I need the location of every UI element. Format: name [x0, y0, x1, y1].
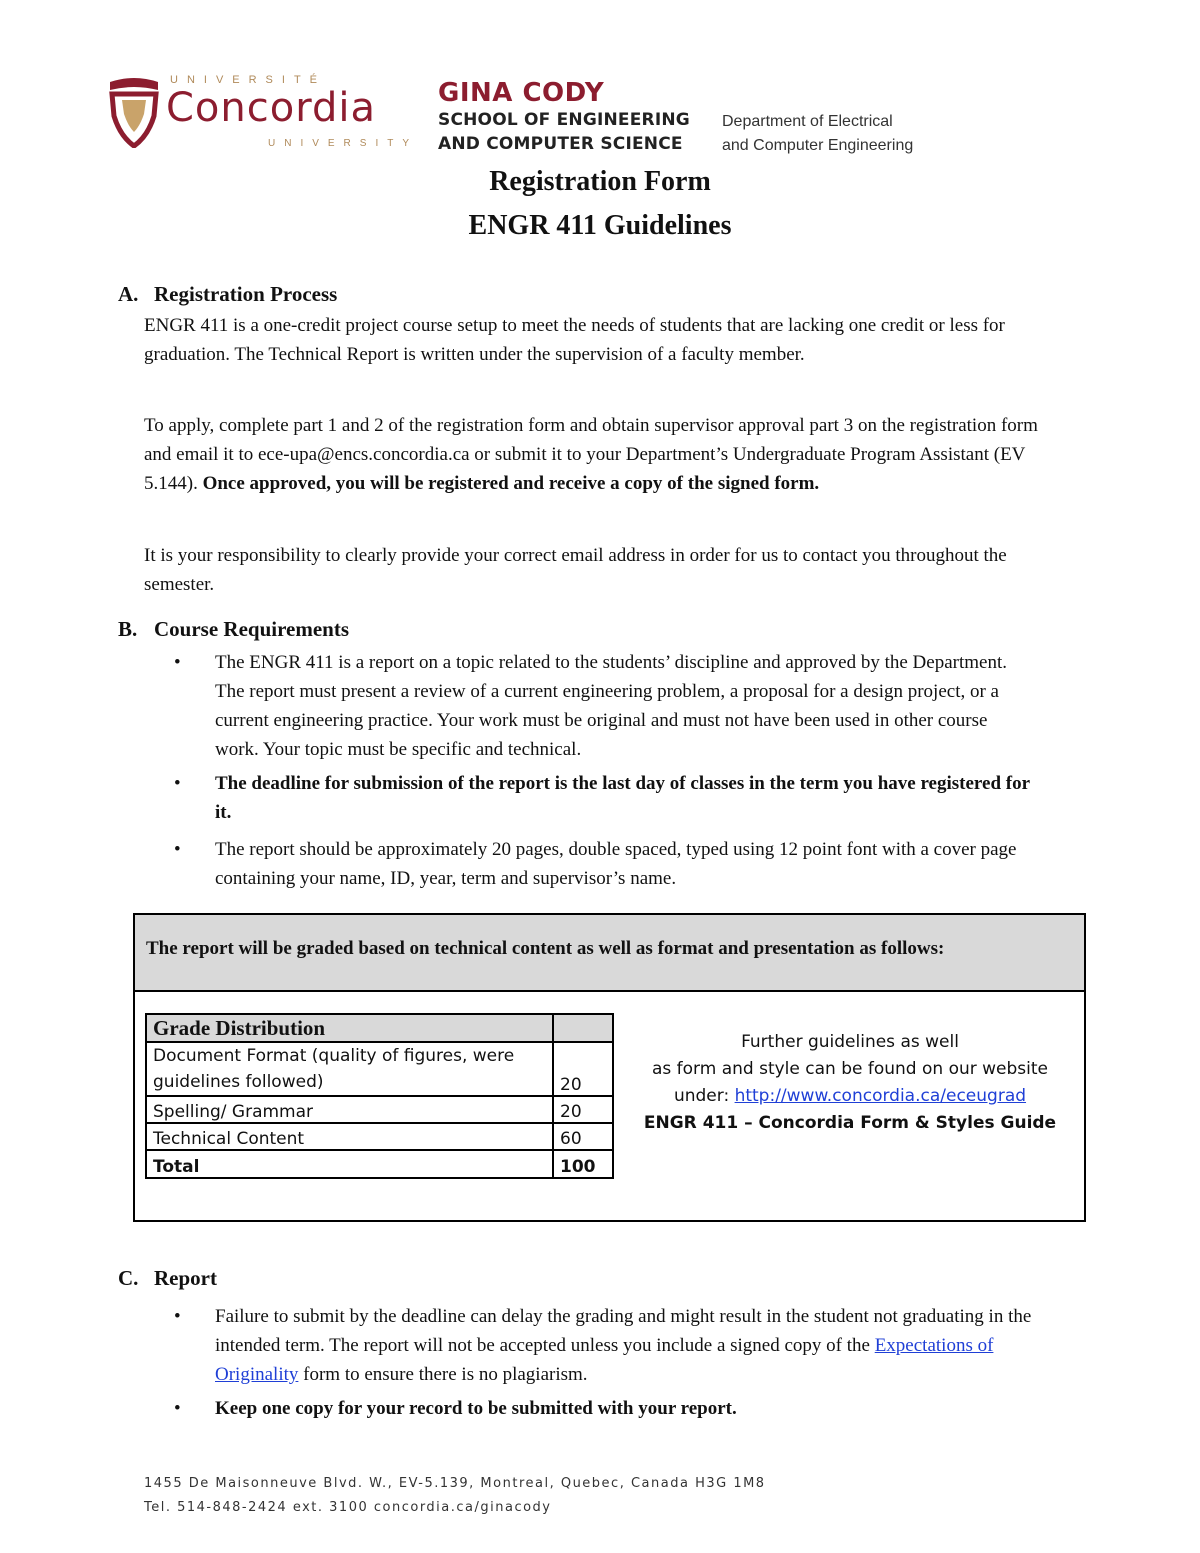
- grade-value-cell: 20: [553, 1042, 613, 1096]
- bullet-icon: •: [174, 652, 181, 673]
- section-c-letter: C.: [118, 1266, 139, 1290]
- section-a-heading: [118, 282, 337, 307]
- section-a-paragraph-2: [144, 411, 1054, 498]
- school-line-2: SCHOOL OF ENGINEERING: [438, 110, 690, 130]
- further-guidelines-line-2: as form and style can be found on our website: [651, 1059, 1048, 1079]
- section-a-paragraph-1: ENGR 411 is a one-credit project course setup to meet the needs of students that are lacking one credit or less for graduation. The Technical Report is written under the supervision of a faculty member.: [144, 315, 1005, 365]
- table-row: [146, 1096, 613, 1123]
- table-row: [146, 1042, 613, 1096]
- grade-label-cell: Spelling/ Grammar: [146, 1096, 553, 1123]
- page-subtitle: ENGR 411 Guidelines: [468, 210, 732, 241]
- section-b-heading: [118, 617, 349, 642]
- grade-label-cell: Document Format (quality of figures, were guidelines followed): [146, 1042, 553, 1096]
- concordia-logo: [108, 74, 419, 152]
- section-b-bullet-3: [174, 835, 1034, 895]
- further-guidelines-line-3: [620, 1083, 1080, 1110]
- logo-university-text: UNIVERSITY: [268, 138, 419, 149]
- school-line-3: AND COMPUTER SCIENCE: [438, 134, 683, 154]
- section-c-bullet-1-end: form to ensure there is no plagiarism.: [303, 1364, 588, 1385]
- bullet-icon: •: [174, 1398, 181, 1419]
- website-link[interactable]: http://www.concordia.ca/eceugrad: [734, 1086, 1027, 1106]
- grading-banner-text: The report will be graded based on technical content as well as format and presentation as follows:: [146, 938, 945, 959]
- grade-total-label-cell: Total: [146, 1150, 553, 1178]
- grading-box: [133, 913, 1086, 1222]
- grade-label-cell: Technical Content: [146, 1123, 553, 1150]
- section-c-title: Report: [154, 1266, 217, 1290]
- section-a-title: Registration Process: [154, 282, 338, 306]
- concordia-shield-icon: [108, 76, 160, 148]
- section-c-bullet-2-text: Keep one copy for your record to be submitted with your report.: [215, 1398, 737, 1419]
- section-c-bullet-1-text: [215, 1302, 1035, 1389]
- further-guidelines: [620, 1029, 1080, 1137]
- grade-value-cell: 60: [553, 1123, 613, 1150]
- section-b-letter: B.: [118, 617, 138, 641]
- footer: [144, 1472, 766, 1520]
- table-header-cell: Grade Distribution: [146, 1014, 553, 1042]
- grade-total-value-cell: 100: [553, 1150, 613, 1178]
- department-name: [722, 110, 913, 158]
- table-row: [146, 1123, 613, 1150]
- grading-banner: [135, 915, 1084, 992]
- section-a-paragraph-3: It is your responsibility to clearly provide your correct email address in order for us to contact you throughout the semester.: [144, 545, 1007, 595]
- bullet-icon: •: [174, 773, 181, 794]
- school-name: [438, 78, 690, 156]
- section-b-bullet-1: [174, 648, 1034, 768]
- school-line-1: GINA CODY: [438, 78, 605, 108]
- bullet-icon: •: [174, 1306, 181, 1327]
- department-line-2: and Computer Engineering: [722, 137, 914, 154]
- table-header-row: [146, 1014, 613, 1042]
- table-header-empty-cell: [553, 1014, 613, 1042]
- logo-concordia-text: Concordia: [166, 85, 376, 131]
- section-b-bullet-2: [174, 769, 1034, 829]
- bullet-icon: •: [174, 839, 181, 860]
- further-guidelines-line-4: ENGR 411 – Concordia Form & Styles Guide: [643, 1113, 1057, 1133]
- section-a-letter: A.: [118, 282, 139, 306]
- section-a-paragraph-2-bold: Once approved, you will be registered and receive a copy of the signed form.: [202, 473, 820, 494]
- section-c-heading: [118, 1266, 217, 1291]
- footer-contact: Tel. 514-848-2424 ext. 3100 concordia.ca/ginacody: [144, 1500, 552, 1515]
- department-line-1: Department of Electrical: [722, 113, 893, 130]
- section-c-bullet-1-start: Failure to submit by the deadline can delay the grading and might result in the student not graduating in the intended term. The report will not be accepted unless you include a signed copy of the: [215, 1306, 1032, 1356]
- section-c-bullet-1: [174, 1302, 1034, 1392]
- section-b-bullet-2-text: The deadline for submission of the report is the last day of classes in the term you have registered for it.: [215, 773, 1030, 823]
- page-title: Registration Form: [489, 166, 711, 197]
- grade-distribution-table: [145, 1013, 614, 1179]
- section-b-bullet-3-text: The report should be approximately 20 pages, double spaced, typed using 12 point font with a cover page containing your name, ID, year, term and supervisor’s name.: [215, 839, 1017, 889]
- grade-value-cell: 20: [553, 1096, 613, 1123]
- section-b-title: Course Requirements: [154, 617, 350, 641]
- section-a-paragraph-2-text: To apply, complete part 1 and 2 of the registration form and obtain supervisor approval part 3 on the registration form and email it to ece-upa@encs.concordia.ca or submit it to your Department’s Undergraduate Program Assistant (EV 5.144).: [144, 415, 1038, 494]
- section-b-bullet-1-text: The ENGR 411 is a report on a topic related to the students’ discipline and approved by the Department. The report must present a review of a current engineering problem, a proposal for a design project, or a current engineering practice. Your work must be original and must not have been used in other course work. Your topic must be specific and technical.: [215, 652, 1007, 760]
- expectations-of-originality-link[interactable]: Expectations of Originality: [215, 1335, 994, 1385]
- logo-universite-text: UNIVERSITÉ: [170, 74, 327, 86]
- footer-address: 1455 De Maisonneuve Blvd. W., EV-5.139, Montreal, Quebec, Canada H3G 1M8: [144, 1476, 766, 1491]
- table-row: [146, 1150, 613, 1178]
- section-c-bullet-2: [174, 1394, 1034, 1424]
- further-guidelines-line-1: Further guidelines as well: [741, 1032, 959, 1052]
- further-guidelines-prefix: under:: [673, 1086, 735, 1106]
